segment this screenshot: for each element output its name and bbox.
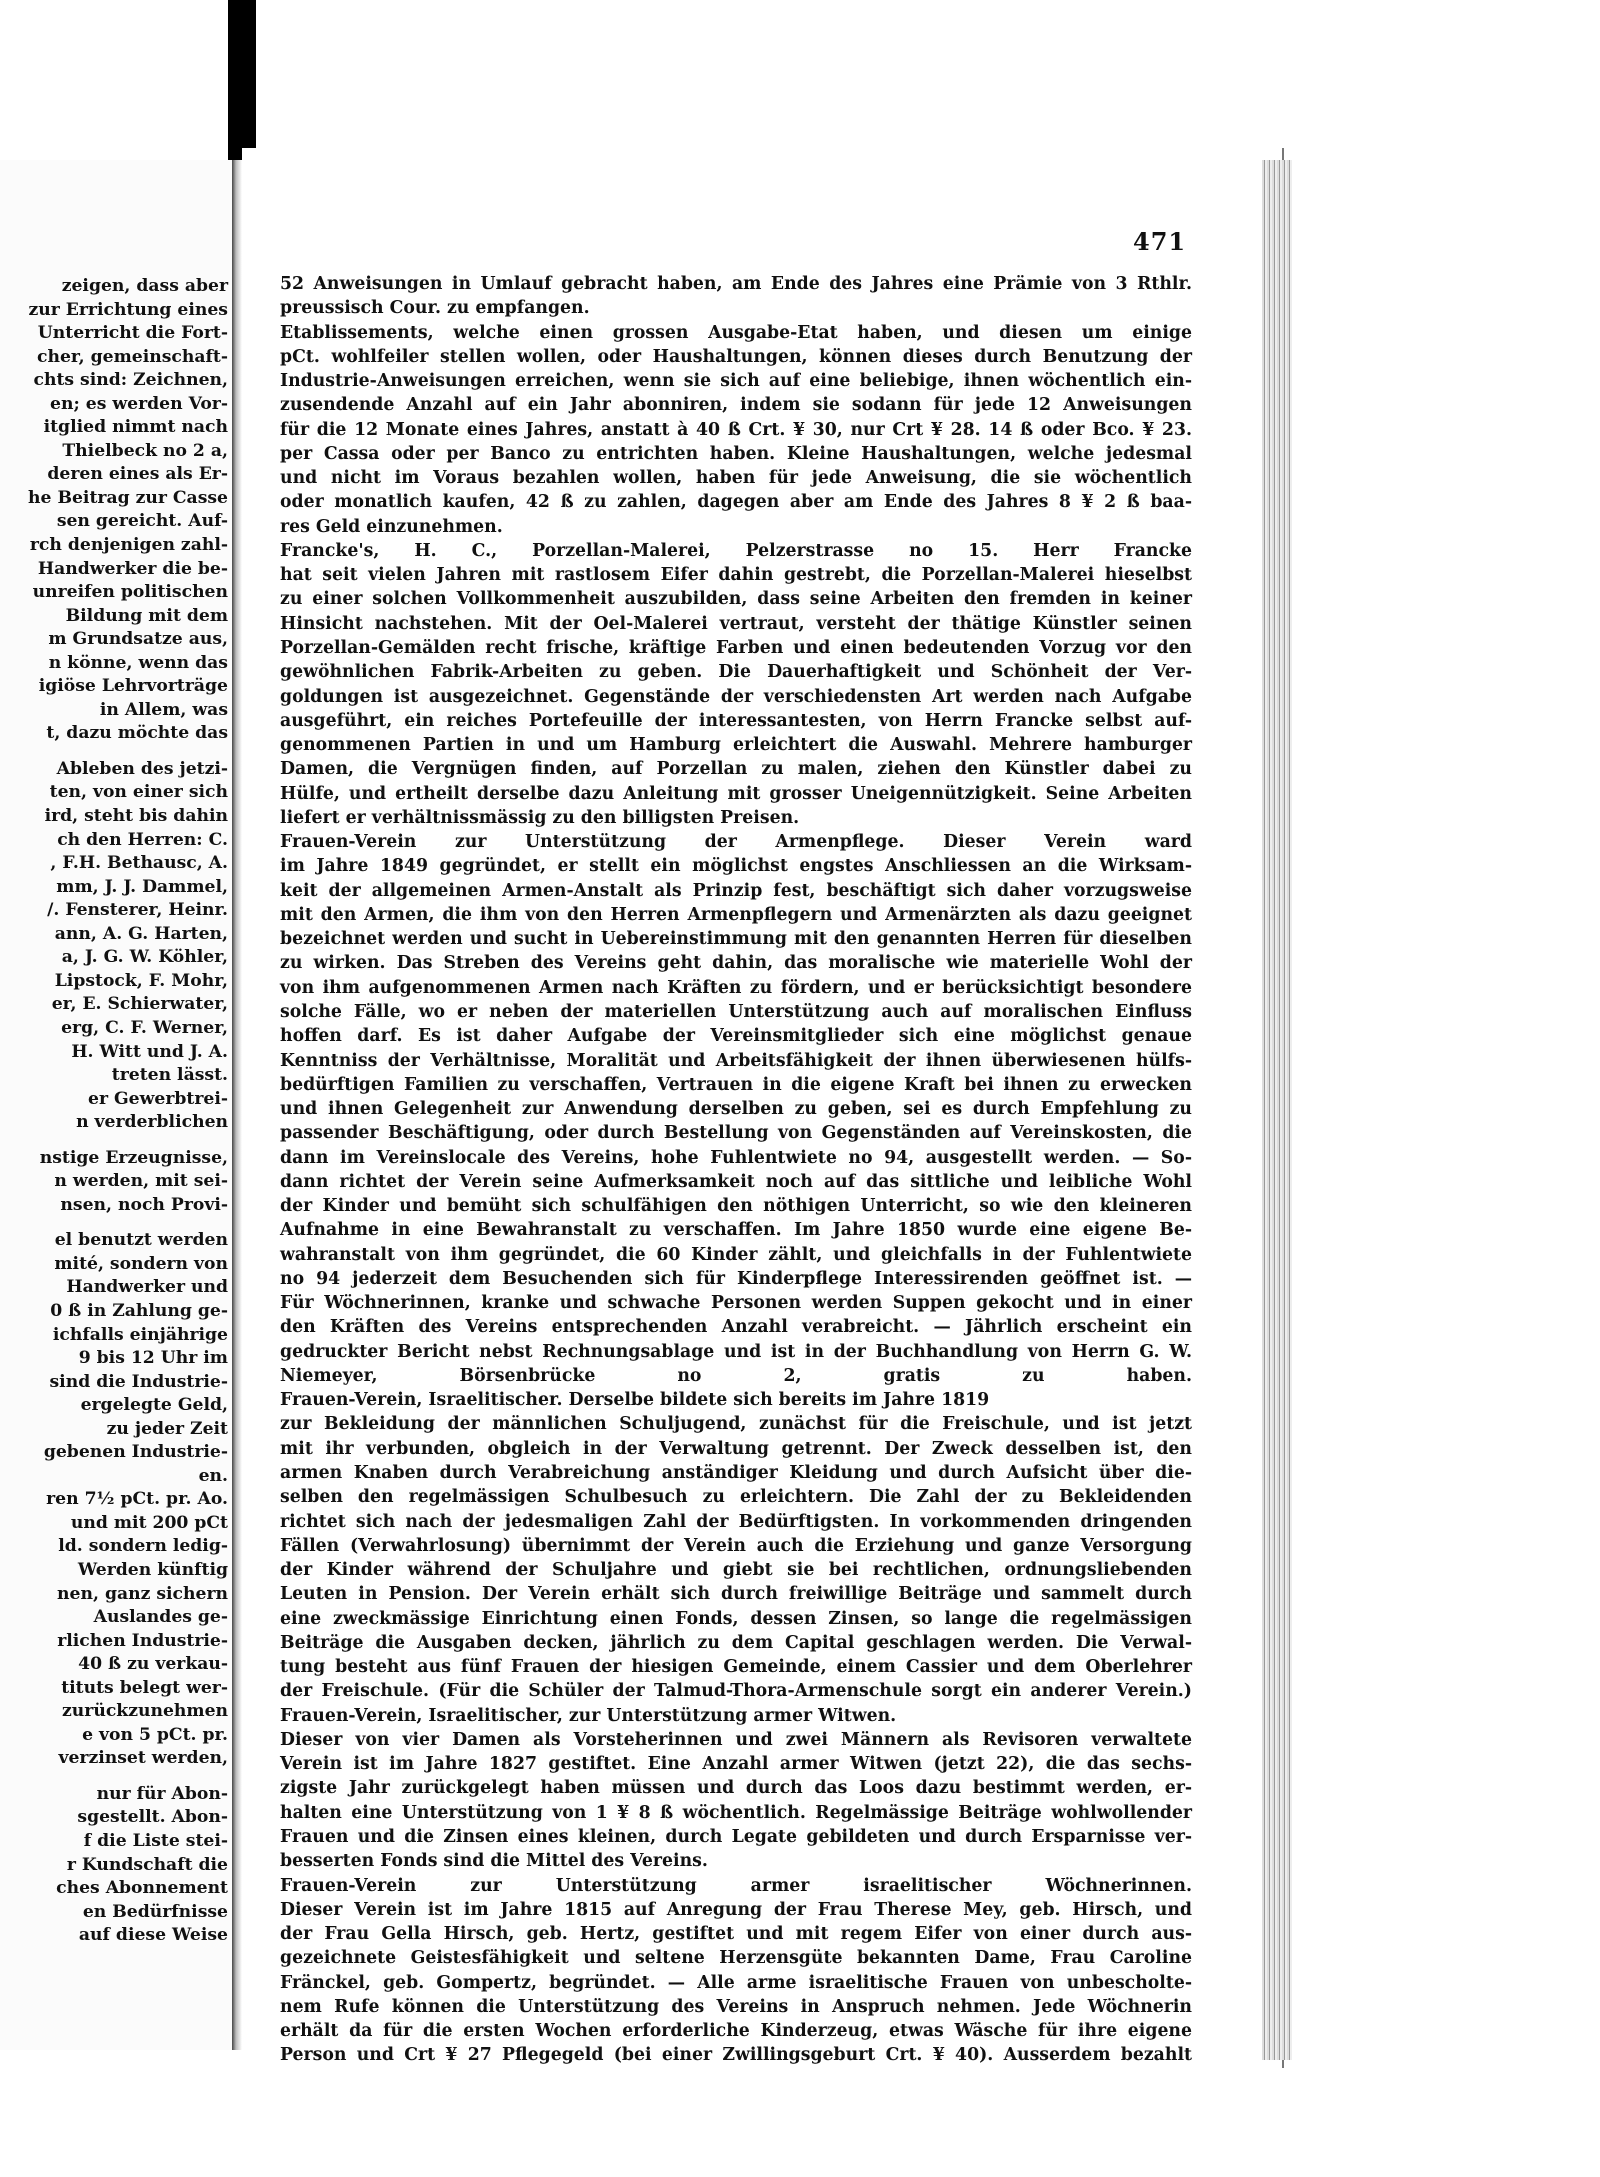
left-column-line: igiöse Lehrvorträge (38, 676, 228, 697)
left-column-line: n verderblichen (76, 1112, 228, 1133)
text-line: der Freischule. (Für die Schüler der Talmud-Thora-Armenschule sorgt ein anderer Verein.) (280, 1681, 1192, 1702)
text-line: zusendende Anzahl auf ein Jahr abonniren, indem sie sodann für jede 12 Anweisungen (280, 395, 1192, 416)
left-column-line (0, 1135, 228, 1147)
text-line: bezeichnet werden und sucht in Uebereinstimmung mit den genannten Herren für dieselben (280, 929, 1192, 950)
text-line: goldungen ist ausgezeichnet. Gegenstände der verschiedensten Art werden nach Aufgabe (280, 686, 1192, 707)
text-line: keit der allgemeinen Armen-Anstalt als Prinzip fest, beschäftigt sich daher vorzugsweise (280, 880, 1192, 901)
left-column-line: in Allem, was (99, 699, 228, 720)
text-line: Fällen (Verwahrlosung) übernimmt der Verein auch die Erziehung und ganze Versorgung (280, 1535, 1192, 1556)
left-column-line: n werden, mit sei- (54, 1171, 228, 1192)
text-line: Frauen-Verein, Israelitischer. Derselbe bildete sich bereits im Jahre 1819 (280, 1390, 990, 1411)
left-column-line: rlichen Industrie- (57, 1630, 228, 1651)
left-column-line: nen, ganz sichern (57, 1583, 228, 1604)
left-column-line: ten, von einer sich (49, 782, 228, 803)
text-line: von ihm aufgenommenen Armen nach Kräften zu fördern, und er berücksichtigt besondere (280, 977, 1192, 998)
text-line: Kenntniss der Verhältnisse, Moralität und Arbeitsfähigkeit der ihnen überwiesenen hülfs- (280, 1050, 1192, 1071)
left-column-line: Lipstock, F. Mohr, (54, 970, 228, 991)
text-line: für die 12 Monate eines Jahres, anstatt à 40 ß Crt. ¥ 30, nur Crt ¥ 28. 14 ß oder Bco. ¥ 23. (280, 419, 1192, 440)
left-column-line: Auslandes ge- (93, 1607, 228, 1628)
text-line: tung besteht aus fünf Frauen der hiesigen Gemeinde, einem Cassier und dem Oberlehrer (280, 1657, 1192, 1678)
left-column-line: /. Fensterer, Heinr. (47, 900, 228, 921)
text-line: gewöhnlichen Fabrik-Arbeiten zu geben. Die Dauerhaftigkeit und Schönheit der Ver- (280, 662, 1192, 683)
text-line: zur Bekleidung der männlichen Schuljugend, zunächst für die Freischule, und ist jetzt (280, 1414, 1192, 1435)
text-line: und nicht im Voraus bezahlen wollen, haben für jede Anweisung, die sie wöchentlich (280, 468, 1192, 489)
left-column-line: gebenen Industrie- (43, 1442, 228, 1463)
left-column-line: deren eines als Er- (47, 464, 228, 485)
text-line: mit ihr verbunden, obgleich in der Verwaltung getrennt. Der Zweck desselben ist, den (280, 1438, 1192, 1459)
text-line: Damen, die Vergnügen finden, auf Porzellan zu malen, ziehen den Künstler dabei zu (280, 759, 1192, 780)
text-line: hat seit vielen Jahren mit rastlosem Eifer dahin gestrebt, die Porzellan-Malerei hieselbst (280, 565, 1192, 586)
text-line: gedruckter Bericht nebst Rechnungsablage und ist in der Buchhandlung von Herrn G. W. (280, 1341, 1192, 1362)
left-column-line: Handwerker die be- (37, 558, 228, 579)
text-line: halten eine Unterstützung von 1 ¥ 8 ß wöchentlich. Regelmässige Beiträge wohlwollender (280, 1802, 1192, 1823)
left-column-line: ch den Herren: C. (57, 829, 228, 850)
text-line: Fränckel, geb. Gompertz, begründet. — Alle arme israelitische Frauen von unbescholte- (280, 1972, 1192, 1993)
left-column-line: el benutzt werden (54, 1230, 228, 1251)
left-column-line: Ableben des jetzi- (56, 758, 228, 779)
text-line: zu wirken. Das Streben des Vereins geht dahin, das moralische wie materielle Wohl der (280, 953, 1192, 974)
text-line: Aufnahme in eine Bewahranstalt zu verschaffen. Im Jahre 1850 wurde eine eigene Be- (280, 1220, 1192, 1241)
left-column-line: sgestellt. Abon- (77, 1807, 228, 1828)
left-column-line: mm, J. J. Dammel, (56, 876, 228, 897)
text-line: Person und Crt ¥ 27 Pflegegeld (bei einer Zwillingsgeburt Crt. ¥ 40). Ausserdem bezahlt (280, 2045, 1192, 2066)
left-column-line: Unterricht die Fort- (37, 323, 228, 344)
left-column-line: zu jeder Zeit (106, 1418, 228, 1439)
text-line: zu einer solchen Vollkommenheit auszubilden, dass seine Arbeiten den fremden in keiner (280, 589, 1192, 610)
left-page (0, 160, 235, 2050)
left-column-line: ichfalls einjährige (52, 1324, 228, 1345)
text-line: preussisch Cour. zu empfangen. (280, 298, 590, 319)
text-line: per Cassa oder per Banco zu entrichten haben. Kleine Haushaltungen, welche jedesmal (280, 443, 1192, 464)
text-line: der Kinder und bemüht sich schulfähigen den nöthigen Unterricht, so wie den kleineren (280, 1196, 1192, 1217)
left-column-line: m Grundsatze aus, (48, 629, 228, 650)
left-page-text-column (0, 275, 228, 1948)
left-column-line: nsen, noch Provi- (60, 1194, 228, 1215)
text-line: dann richtet der Verein seine Aufmerksamkeit noch auf das sittliche und leibliche Wohl (280, 1171, 1192, 1192)
left-column-line: Handwerker und (66, 1277, 228, 1298)
left-column-line (0, 1771, 228, 1783)
text-line: Frauen-Verein, Israelitischer, zur Unterstützung armer Witwen. (280, 1705, 897, 1726)
left-column-line (0, 1217, 228, 1229)
text-line: 52 Anweisungen in Umlauf gebracht haben, am Ende des Jahres eine Prämie von 3 Rthlr. (280, 274, 1192, 294)
left-column-line: n könne, wenn das (48, 652, 228, 673)
text-line: der Frau Gella Hirsch, geb. Hertz, gestiftet und mit regem Eifer von einer durch aus- (280, 1924, 1192, 1945)
text-line: Hülfe, und ertheilt derselbe dazu Anleitung mit grosser Uneigennützigkeit. Seine Arbeiten (280, 783, 1192, 804)
left-column-line: sind die Industrie- (49, 1371, 228, 1392)
page-gutter (232, 160, 242, 2050)
text-line: solche Fälle, wo er neben der materiellen Unterstützung auch auf moralischen Einfluss (280, 1001, 1192, 1022)
left-column-line: en; es werden Vor- (50, 393, 228, 414)
text-line: mit den Armen, die ihm von den Herren Armenpflegern und Armenärzten als dazu geeignet (280, 904, 1192, 925)
text-line: den Kräften des Vereins entsprechenden Anzahl verabreicht. — Jährlich erscheint ein (280, 1317, 1192, 1338)
left-column-line: zeigen, dass aber (61, 276, 228, 296)
left-column-line: nur für Abon- (96, 1783, 228, 1804)
left-column-line: ann, A. G. Harten, (54, 923, 228, 944)
left-column-line (0, 746, 228, 758)
left-column-line: er Gewerbtrei- (88, 1088, 228, 1109)
left-column-line: mité, sondern von (54, 1253, 228, 1274)
text-line: gezeichnete Geistesfähigkeit und seltene Herzensgüte bekannten Dame, Frau Caroline (280, 1948, 1192, 1969)
text-line: Hinsicht nachstehen. Mit der Oel-Malerei vertraut, versteht der thätige Künstler seinen (280, 613, 1192, 634)
text-line: armen Knaben durch Verabreichung anständiger Kleidung und durch Aufsicht über die- (280, 1463, 1192, 1484)
text-line: oder monatlich kaufen, 42 ß zu zahlen, dagegen aber am Ende des Jahres 8 ¥ 2 ß baa- (280, 492, 1192, 513)
left-column-line: , F.H. Bethausc, A. (50, 853, 228, 874)
left-column-line: itglied nimmt nach (43, 417, 228, 438)
left-column-line: en. (198, 1465, 228, 1486)
text-line: der Kinder während der Schuljahre und giebt sie bei rechtlichen, ordnungsliebenden (280, 1560, 1192, 1581)
text-line: im Jahre 1849 gegründet, er stellt ein möglichst engstes Anschliessen an die Wirksam- (280, 856, 1192, 877)
text-line: bedürftigen Familien zu verschaffen, Vertrauen in die eigene Kraft bei ihnen zu erwecken (280, 1074, 1192, 1095)
left-column-line: ergelegte Geld, (80, 1395, 228, 1416)
text-line: genommenen Partien in und um Hamburg erleichtert die Auswahl. Mehrere hamburger (280, 735, 1192, 756)
left-column-line: und mit 200 pCt (70, 1512, 228, 1533)
text-line: selben den regelmässigen Schulbesuch zu erleichtern. Die Zahl der zu Bekleidenden (280, 1487, 1192, 1508)
text-line: besserten Fonds sind die Mittel des Vereins. (280, 1851, 708, 1872)
text-line: Etablissements, welche einen grossen Ausgabe-Etat haben, und diesen um einige (280, 322, 1192, 343)
left-column-line: r Kundschaft die (66, 1854, 228, 1875)
text-line: Beiträge die Ausgaben decken, jährlich zu dem Capital geschlagen werden. Die Verwal- (280, 1632, 1192, 1653)
text-line: ausgeführt, ein reiches Portefeuille der interessantesten, von Herrn Francke selbst auf- (280, 710, 1192, 731)
text-line: dann im Vereinslocale des Vereins, hohe Fuhlentwiete no 94, ausgestellt werden. — So- (280, 1147, 1192, 1168)
text-line: passender Beschäftigung, oder durch Bestellung von Gegenständen auf Vereinskosten, die (280, 1123, 1192, 1144)
left-column-line: 40 ß zu verkau- (78, 1654, 228, 1675)
text-line: wahranstalt von ihm gegründet, die 60 Kinder zählt, und gleichfalls in der Fuhlentwiete (280, 1244, 1192, 1265)
text-line: und ihnen Gelegenheit zur Anwendung derselben zu geben, sei es durch Empfehlung zu (280, 1099, 1192, 1120)
text-line: res Geld einzunehmen. (280, 516, 503, 537)
text-line: Francke's, H. C., Porzellan-Malerei, Pelzerstrasse no 15. Herr Francke (280, 540, 1192, 561)
text-line: Für Wöchnerinnen, kranke und schwache Personen werden Suppen gekocht und in einer (280, 1293, 1192, 1314)
left-column-line: unreifen politischen (32, 582, 228, 603)
left-column-line: erg, C. F. Werner, (61, 1017, 228, 1038)
text-line: Verein ist im Jahre 1827 gestiftet. Eine Anzahl armer Witwen (jetzt 22), die das sechs- (280, 1754, 1192, 1775)
left-column-line: H. Witt und J. A. (71, 1041, 228, 1062)
text-line: Dieser Verein ist im Jahre 1815 auf Anregung der Frau Therese Mey, geb. Hirsch, und (280, 1899, 1192, 1920)
text-line: Niemeyer, Börsenbrücke no 2, gratis zu haben. (280, 1365, 1192, 1386)
text-line: richtet sich nach der jedesmaligen Zahl der Bedürftigsten. In vorkommenden dringenden (280, 1511, 1192, 1532)
left-column-line: zur Errichtung eines (28, 299, 228, 320)
text-line: hoffen darf. Es ist daher Aufgabe der Vereinsmitglieder sich eine möglichst genaue (280, 1026, 1192, 1047)
left-column-line: t, dazu möchte das (46, 723, 228, 744)
left-column-line: 0 ß in Zahlung ge- (50, 1300, 228, 1321)
left-column-line: he Beitrag zur Casse (28, 487, 228, 508)
page-number: 471 (1133, 227, 1187, 256)
text-line: no 94 jederzeit dem Besuchenden sich für Kinderpflege Interessirenden geöffnet ist. — (280, 1268, 1192, 1289)
left-column-line: nstige Erzeugnisse, (39, 1147, 228, 1168)
left-column-line: treten lässt. (111, 1065, 228, 1086)
text-line: zigste Jahr zurückgelegt haben müssen und durch das Loos dazu bestimmt werden, er- (280, 1778, 1192, 1799)
left-column-line: en Bedürfnisse (82, 1901, 228, 1922)
left-column-line: chts sind: Zeichnen, (33, 370, 228, 391)
left-column-line: a, J. G. W. Köhler, (61, 947, 228, 968)
left-column-line: ird, steht bis dahin (44, 806, 228, 827)
left-column-line: 9 bis 12 Uhr im (78, 1348, 228, 1369)
left-column-line: zurückzunehmen (62, 1701, 228, 1722)
left-column-line: rch denjenigen zahl- (29, 535, 228, 556)
text-line: liefert er verhältnissmässig zu den billigsten Preisen. (280, 807, 800, 828)
left-column-line: Thielbeck no 2 a, (62, 440, 228, 461)
left-column-line: ren 7½ pCt. pr. Ao. (46, 1489, 228, 1510)
left-column-line: ches Abonnement (56, 1878, 228, 1899)
left-column-line: auf diese Weise (78, 1925, 228, 1946)
left-column-line: verzinset werden, (58, 1748, 228, 1769)
text-line: erhält da für die ersten Wochen erforderliche Kinderzeug, etwas Wäsche für ihre eigene (280, 2021, 1192, 2042)
text-line: eine zweckmässige Einrichtung einen Fonds, dessen Zinsen, so lange die regelmässigen (280, 1608, 1192, 1629)
left-column-line: er, E. Schierwater, (51, 994, 228, 1015)
left-column-line: Werden künftig (77, 1559, 228, 1580)
text-line: Frauen-Verein zur Unterstützung armer israelitischer Wöchnerinnen. (280, 1875, 1192, 1896)
left-column-line: e von 5 pCt. pr. (82, 1724, 228, 1745)
page-edge-stack (1262, 160, 1292, 2060)
text-line: Industrie-Anweisungen erreichen, wenn sie sich auf eine beliebige, ihnen wöchentlich ein- (280, 371, 1192, 392)
left-column-line: sen gereicht. Auf- (56, 511, 228, 532)
left-column-line: f die Liste stei- (83, 1831, 228, 1851)
text-line: pCt. wohlfeiler stellen wollen, oder Haushaltungen, können dieses durch Benutzung der (280, 346, 1192, 367)
left-column-line: cher, gemeinschaft- (36, 346, 228, 367)
main-text-body (280, 272, 1192, 2068)
text-line: Frauen und die Zinsen eines kleinen, durch Legate gebildeten und durch Ersparnisse ver- (280, 1827, 1192, 1847)
text-line: Frauen-Verein zur Unterstützung der Armenpflege. Dieser Verein ward (280, 832, 1192, 853)
left-column-line: Bildung mit dem (65, 605, 228, 626)
text-line: Dieser von vier Damen als Vorsteherinnen und zwei Männern als Revisoren verwaltete (280, 1729, 1192, 1750)
left-column-line: tituts belegt wer- (61, 1677, 228, 1698)
text-line: Porzellan-Gemälden recht frische, kräftige Farben und einen bedeutenden Vorzug vor den (280, 637, 1192, 658)
text-line: nem Rufe können die Unterstützung des Vereins in Anspruch nehmen. Jede Wöchnerin (280, 1996, 1192, 2017)
text-line: Leuten in Pension. Der Verein erhält sich durch freiwillige Beiträge und sammelt durch (280, 1584, 1192, 1605)
left-column-line: ld. sondern ledig- (58, 1536, 228, 1557)
